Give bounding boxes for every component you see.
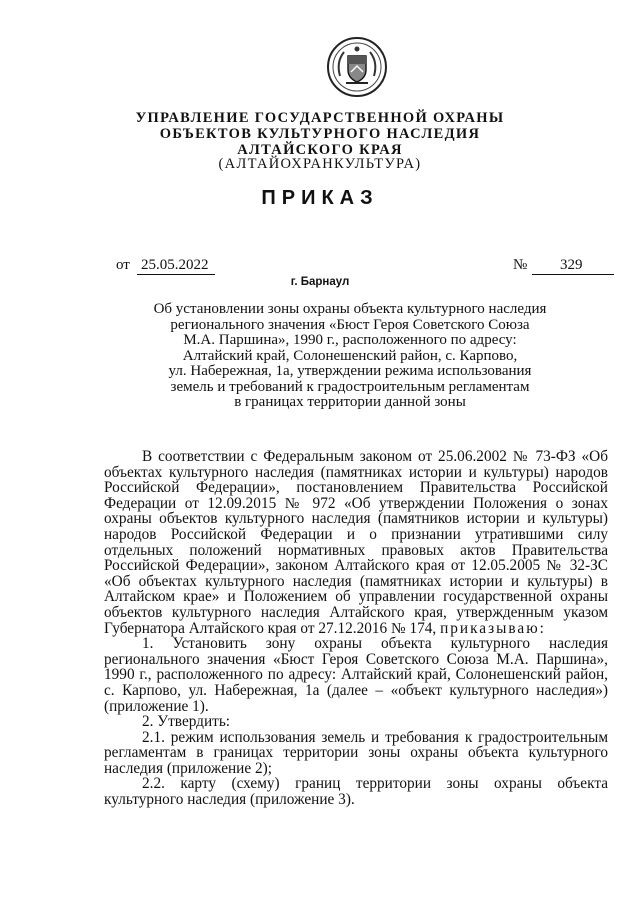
title-line: Алтайский край, Солонешенский район, с. Карпово, (182, 347, 518, 364)
document-title (150, 302, 550, 411)
org-name-line-3: АЛТАЙСКОГО КРАЯ (237, 142, 403, 158)
item-2: 2. Утвердить: (142, 713, 231, 731)
item-2-2: 2.2. карту (схему) границ территории зоны охраны объекта культурного наследия (приложение 3). (104, 775, 608, 809)
item-1: 1. Установить зону охраны объекта культурного наследия регионального значения «Бюст Героя Советского Союза М.А. Паршина», 1990 г., расположенного по адресу: Алтайский край, Солонешенский район, с. Карпово, ул. Набережная, 1а (далее – «объект культурного наследия») (приложение 1). (104, 635, 608, 715)
order-word: приказываю: (440, 619, 546, 637)
title-line: в границах территории данной зоны (234, 394, 466, 410)
document-type-heading: ПРИКАЗ (261, 187, 379, 209)
date-prefix: от (116, 257, 130, 273)
city-name: г. Барнаул (290, 276, 350, 288)
number-underline (532, 274, 614, 275)
org-abbreviation: (АЛТАЙОХРАНКУЛЬТУРА) (218, 156, 422, 172)
title-line: М.А. Паршина», 1990 г., расположенного по адресу: (183, 332, 517, 348)
org-name-line-1: УПРАВЛЕНИЕ ГОСУДАРСТВЕННОЙ ОХРАНЫ (135, 110, 505, 126)
number-prefix: № (513, 257, 528, 273)
org-name-line-2: ОБЪЕКТОВ КУЛЬТУРНОГО НАСЛЕДИЯ (159, 126, 481, 142)
document-date: 25.05.2022 (141, 257, 209, 273)
document-number: 329 (560, 257, 583, 273)
preamble-text: В соответствии с Федеральным законом от 25.06.2002 № 73-ФЗ «Об объектах культурного наследия (памятниках истории и культуры) народов Российской Федерации», постановлением Правительства Российской Федерации от 12.09.2015 № 972 «Об утверждении Положения о зонах охраны объектов культурного наследия (памятников истории и культуры) народов Российской Федерации и о признании утратившими силу отдельных положений нормативных правовых актов Правительства Российской Федерации», законом Алтайского края от 12.05.2005 № 32-ЗС «Об объектах культурного наследия (памятниках истории и культуры) в Алтайском крае» и Положением об управлении государственной охраны объектов культурного наследия Алтайского края, утвержденным указом Губернатора Алтайского края от 27.12.2016 № 174, (104, 448, 608, 637)
title-line: ул. Набережная, 1а, утверждении режима использования (168, 363, 532, 379)
title-line: земель и требований к градостроительным регламентам (170, 378, 530, 395)
title-line: Об установлении зоны охраны объекта культурного наследия (153, 301, 547, 317)
date-underline (137, 274, 215, 275)
document-body (104, 449, 608, 808)
preamble-paragraph (104, 449, 608, 636)
title-line: регионального значения «Бюст Героя Советского Союза (170, 316, 530, 333)
coat-of-arms-emblem (326, 36, 388, 98)
item-2-1: 2.1. режим использования земель и требования к градостроительным регламентам в границах территории зоны охраны объекта культурного наследия (приложение 2); (104, 728, 608, 777)
